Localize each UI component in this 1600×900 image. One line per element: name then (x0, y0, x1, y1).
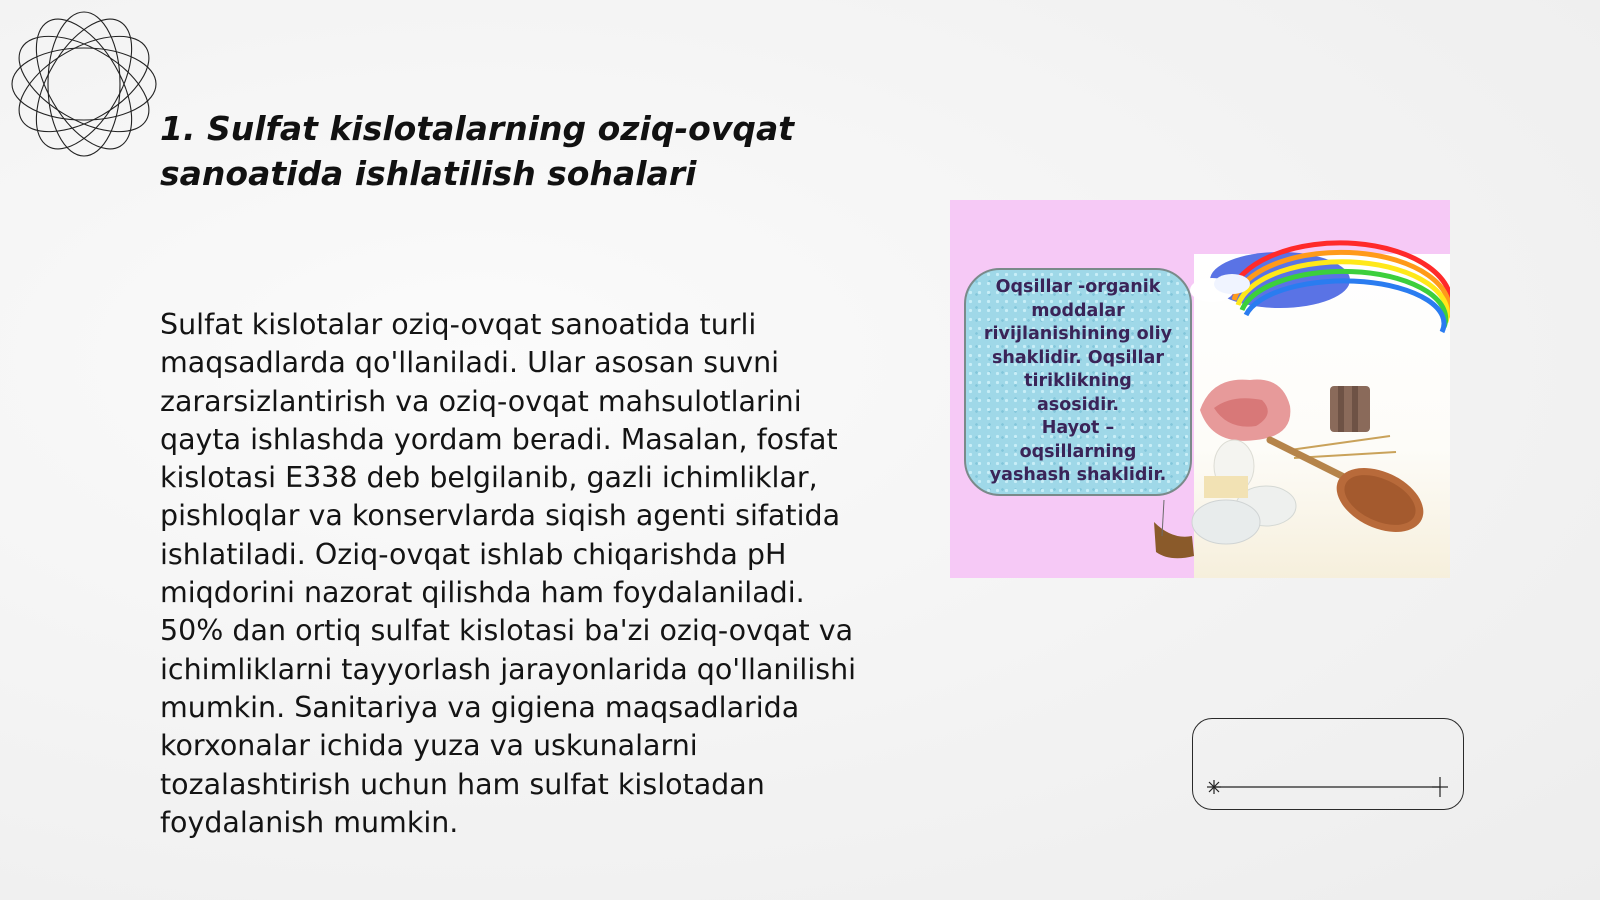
star-line-icon (1192, 718, 1464, 810)
sparkle-icon (1207, 780, 1221, 794)
protein-speech-bubble (964, 268, 1192, 496)
slide-title: 1. Sulfat kislotalarning oziq-ovqat sanoatida ishlatilish sohalari (160, 109, 794, 193)
line-box-with-star-icon (1192, 718, 1464, 810)
bubble-text: Oqsillar -organik moddalar rivijlanishining oliy shaklidir. Oqsillar tiriklikning asosidir. Hayot – oqsillarning yashash shaklidir. (983, 277, 1173, 486)
cross-star-icon (1432, 777, 1448, 797)
protein-illustration (950, 200, 1450, 578)
overlapping-circles-icon (8, 8, 160, 160)
slide-body-text: Sulfat kislotalar oziq-ovqat sanoatida turli maqsadlarda qo'llaniladi. Ular asosan suvni zararsizlantirish va oziq-ovqat mahsulotlarini qayta ishlashda yordam beradi. Masalan, fosfat kislotasi E338 deb belgilanib, gazli ichimliklar, pishloqlar va konservlarda siqish agenti sifatida ishlatiladi. Oziq-ovqat ishlab chiqarishda pH miqdorini nazorat qilishda ham foydalaniladi. 50% dan ortiq sulfat kislotasi ba'zi oziq-ovqat va ichimliklarni tayyorlash jarayonlarida qo'llanilishi mumkin. Sanitariya va gigiena maqsadlarida korxonalar ichida yuza va uskunalarni tozalashtirish uchun ham sulfat kislotadan foydalanish mumkin. (160, 308, 857, 839)
